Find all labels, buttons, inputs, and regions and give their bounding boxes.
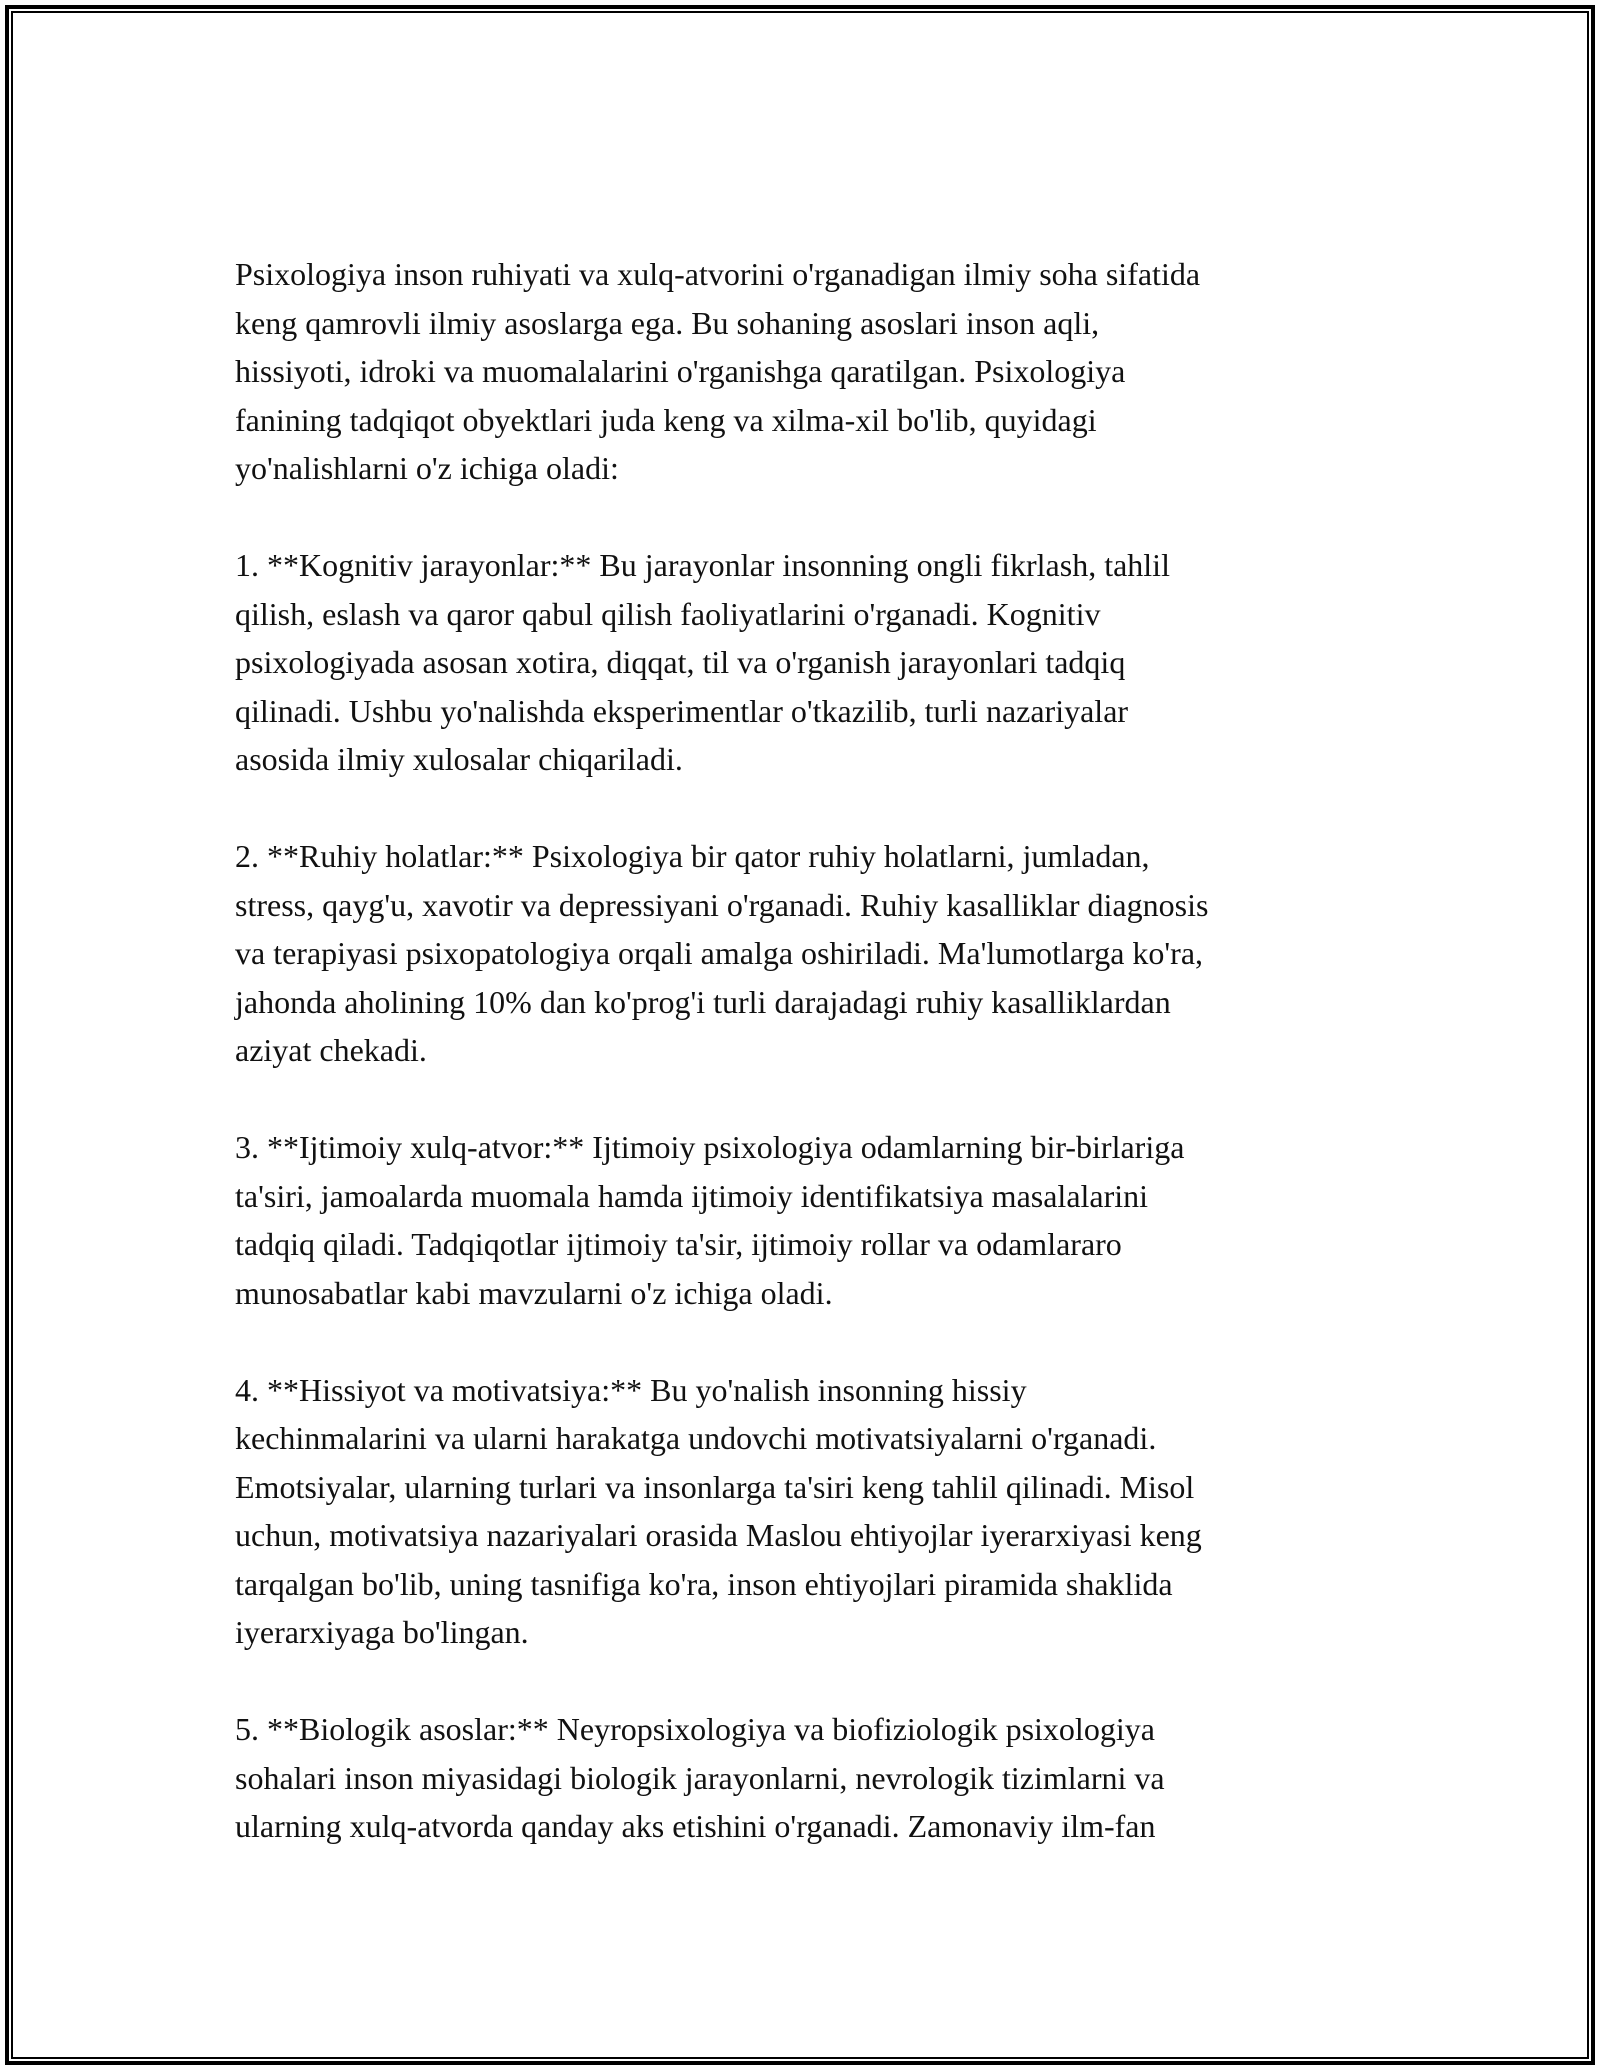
paragraph-emotion-motivation: 4. **Hissiyot va motivatsiya:** Bu yo'nalish insonning hissiy kechinmalarini va ularni harakatga undovchi motivatsiyalarni o'rganadi. Emotsiyalar, ularning turlari va insonlarga ta'siri keng tahlil qilinadi. Misol uchun, motivatsiya nazariyalari orasida Maslou ehtiyojlar iyerarxiyasi keng tarqalgan bo'lib, uning tasnifiga ko'ra, inson ehtiyojlari piramida shaklida iyerarxiyaga bo'lingan. [235, 1371, 1202, 1650]
document-body [235, 250, 1375, 1899]
paragraph-mental-states: 2. **Ruhiy holatlar:** Psixologiya bir qator ruhiy holatlarni, jumladan, stress, qayg'u, xavotir va depressiyani o'rganadi. Ruhiy kasalliklar diagnosis va terapiyasi psixopatologiya orqali amalga oshiriladi. Ma'lumotlarga ko'ra, jahonda aholining 10% dan ko'prog'i turli darajadagi ruhiy kasalliklardan aziyat chekadi. [235, 838, 1209, 1068]
paragraph-cognitive-processes: 1. **Kognitiv jarayonlar:** Bu jarayonlar insonning ongli fikrlash, tahlil qilish, eslash va qaror qabul qilish faoliyatlarini o'rganadi. Kognitiv psixologiyada asosan xotira, diqqat, til va o'rganish jarayonlari tadqiq qilinadi. Ushbu yo'nalishda eksperimentlar o'tkazilib, turli nazariyalar asosida ilmiy xulosalar chiqariladi. [235, 547, 1170, 777]
intro-paragraph: Psixologiya inson ruhiyati va xulq-atvorini o'rganadigan ilmiy soha sifatida keng qamrovli ilmiy asoslarga ega. Bu sohaning asoslari inson aqli, hissiyoti, idroki va muomalalarini o'rganishga qaratilgan. Psixologiya fanining tadqiqot obyektlari juda keng va xilma-xil bo'lib, quyidagi yo'nalishlarni o'z ichiga oladi: [235, 256, 1201, 486]
paragraph-social-behavior: 3. **Ijtimoiy xulq-atvor:** Ijtimoiy psixologiya odamlarning bir-birlariga ta'siri, jamoalarda muomala hamda ijtimoiy identifikatsiya masalalarini tadqiq qiladi. Tadqiqotlar ijtimoiy ta'sir, ijtimoiy rollar va odamlararo munosabatlar kabi mavzularni o'z ichiga oladi. [235, 1129, 1185, 1311]
paragraph-biological-basis: 5. **Biologik asoslar:** Neyropsixologiya va biofiziologik psixologiya sohalari inson miyasidagi biologik jarayonlarni, nevrologik tizimlarni va ularning xulq-atvorda qanday aks etishini o'rganadi. Zamonaviy ilm-fan [235, 1711, 1165, 1844]
